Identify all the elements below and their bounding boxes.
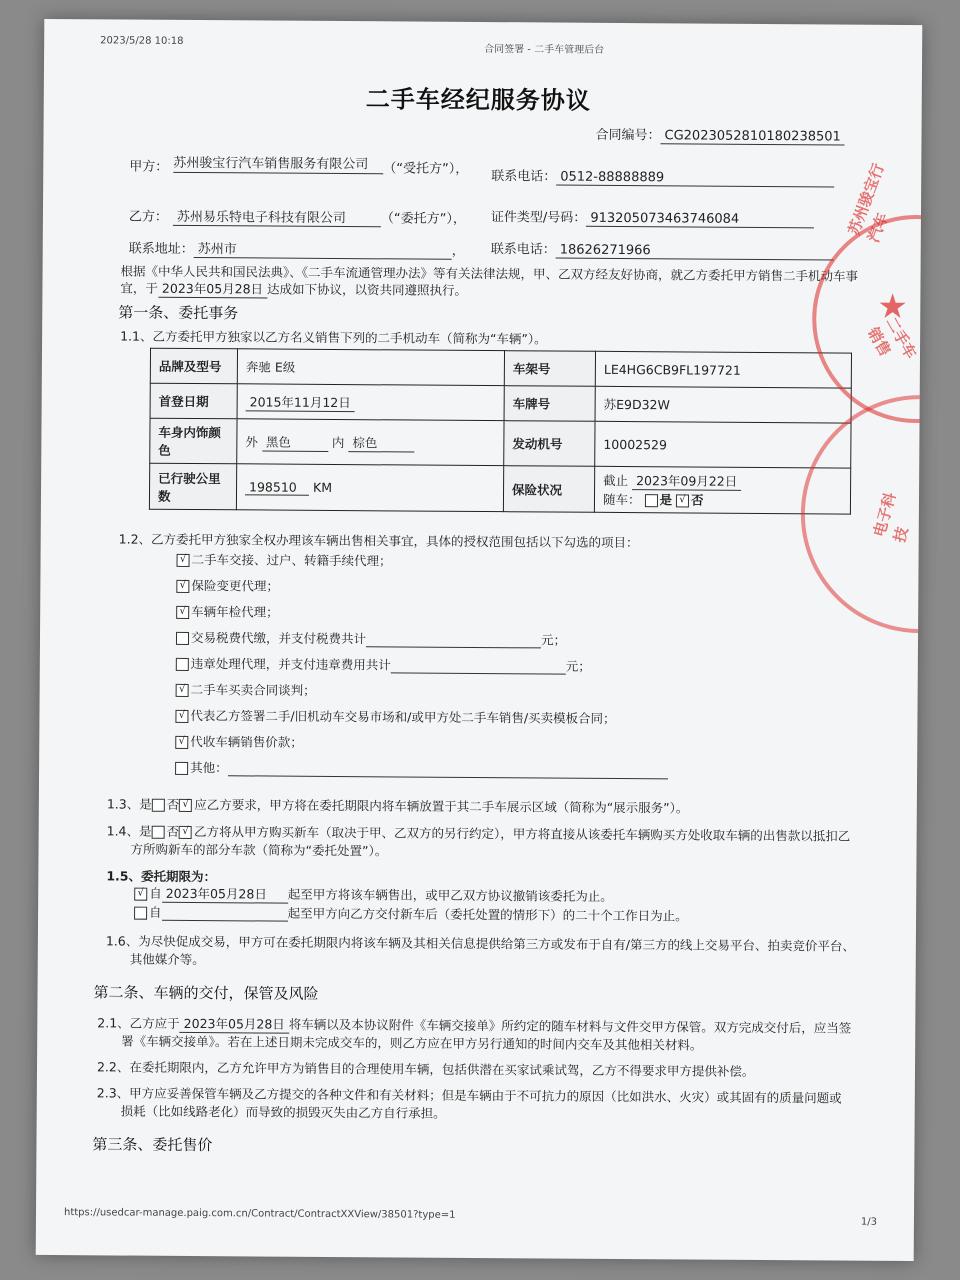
c14-no-checkbox[interactable]: √: [179, 826, 192, 839]
vin-value: LE4HG6CB9FL197721: [595, 351, 851, 388]
seal-text: 二手车销售: [863, 313, 920, 362]
party-b-phone: 联系电话： 18626271966: [491, 238, 834, 260]
page-number: 1/3: [860, 1216, 878, 1228]
option-item[interactable]: √ 二手车交接、过户、转籍手续代理；: [176, 550, 391, 570]
table-row: [150, 383, 851, 423]
term-2-checkbox[interactable]: [134, 907, 147, 920]
option-checkbox[interactable]: √: [176, 580, 189, 593]
print-datetime: 2023/5/28 10:18: [100, 35, 184, 47]
clause-1-5-title: 1.5、委托期限为：: [106, 868, 217, 885]
party-b-id: 证件类型/号码： 913205073463746084: [491, 206, 815, 228]
engine-value: 10002529: [595, 421, 851, 468]
clause-1-6-line2: 其他媒介等。: [129, 951, 205, 968]
party-a-label: 甲方：: [129, 159, 169, 175]
option-checkbox[interactable]: √: [175, 710, 188, 723]
option-item[interactable]: √ 代表乙方签署二手/旧机动车交易市场和/或甲方处二手车销售/买卖模板合同；: [175, 706, 615, 727]
mileage-label: 已行驶公里数: [149, 463, 236, 510]
clause-2-1-line2: 署《车辆交接单》。若在上述日期未完成交车的，则乙方应在甲方另行通知的时间内交车及其他相关材料。: [121, 1033, 703, 1053]
option-checkbox[interactable]: √: [177, 554, 190, 567]
party-b-label: 乙方：: [128, 209, 169, 225]
option-checkbox[interactable]: [175, 762, 188, 775]
c13-no-checkbox[interactable]: √: [179, 799, 192, 812]
term-option-1: √ 自 2023年05月28日 起至甲方将该车辆售出，或甲乙双方协议撤销该委托为止。: [134, 884, 613, 906]
clause-1-3: 1.3、是 否 √ 应乙方要求，甲方将在委托期限内将车辆放置于其二手车展示区域（简称为“展示服务”）。: [106, 796, 689, 816]
clause-1-4-line2: 方所购新车的部分车款（简称为“委托处置”）。: [130, 841, 388, 859]
option-checkbox[interactable]: √: [176, 684, 189, 697]
option-item[interactable]: √ 保险变更代理；: [176, 576, 279, 595]
article-3-heading: 第三条、委托售价: [92, 1135, 213, 1155]
option-item[interactable]: √ 代收车辆销售价款；: [175, 732, 303, 751]
document-title: 二手车经纪服务协议: [365, 85, 591, 115]
mileage-value: 198510 KM: [236, 464, 503, 512]
preamble-line2: 宜，于 2023年05月28日 达成如下协议，以资共同遵照执行。: [120, 280, 468, 298]
option-checkbox[interactable]: [176, 632, 189, 645]
contract-page: [36, 19, 923, 1261]
table-row: [149, 463, 850, 514]
plate-label: 车牌号: [504, 386, 595, 422]
clause-2-2: 2.2、在委托期限内，乙方允许甲方为销售目的合理使用车辆，包括供潜在买家试乘试驾，乙方不得要求甲方提供补偿。: [96, 1059, 755, 1079]
option-checkbox[interactable]: [176, 658, 189, 671]
brand-label: 品牌及型号: [150, 348, 237, 384]
clause-2-1: 2.1、乙方应于 2023年05月28日 将车辆以及本协议附件《车辆交接单》所约定的随车材料与文件交甲方保管。双方完成交付后，应当签: [97, 1015, 852, 1036]
clause-1-6: 1.6、为尽快促成交易，甲方可在委托期限内将该车辆及其相关信息提供给第三方或发布于自有/第三方的线上交易平台、拍卖竞价平台、: [105, 933, 856, 954]
clause-1-2: 1.2、乙方委托甲方独家全权办理该车辆出售相关事宜，具体的授权范围包括以下勾选的项目：: [118, 531, 639, 551]
article-1-heading: 第一条、委托事务: [118, 303, 239, 323]
clause-1-1: 1.1、乙方委托甲方独家以乙方名义销售下列的二手机动车（简称为“车辆”）。: [120, 328, 547, 347]
insurance-label: 保险状况: [503, 466, 594, 513]
reg-date-label: 首登日期: [150, 383, 237, 419]
option-item[interactable]: √ 二手车买卖合同谈判；: [176, 680, 316, 699]
plate-value: 苏E9D32W: [595, 386, 851, 423]
clause-2-3-line2: 损耗（比如线路老化）而导致的损毁灭失由乙方自行承担。: [120, 1103, 446, 1121]
preamble-line1: 根据《中华人民共和国民法典》、《二手车流通管理办法》等有关法律法规，甲、乙双方经友好协商，就乙方委托甲方销售二手机动车事: [120, 263, 859, 284]
seal-text: 苏州骏宝行汽车: [844, 160, 892, 245]
c14-yes-checkbox[interactable]: [151, 826, 164, 839]
article-2-heading: 第二条、车辆的交付，保管及风险: [93, 983, 319, 1003]
party-b-name: 苏州易乐特电子科技有限公司 （“委托方”），: [173, 206, 466, 228]
reg-date-value: 2015年11月12日: [237, 384, 504, 421]
engine-label: 发动机号: [504, 421, 595, 467]
seal-text: 电子科技: [870, 490, 912, 545]
party-b-address: 联系地址： 苏州市 ，: [129, 238, 465, 260]
option-item[interactable]: 其他：: [175, 758, 668, 779]
option-checkbox[interactable]: √: [175, 736, 188, 749]
option-item[interactable]: 违章处理代理，并支付违章费用共计 元；: [176, 654, 591, 675]
clause-2-3: 2.3、甲方应妥善保管车辆及乙方提交的各种文件和有关材料；但是车辆由于不可抗力的原因（比如洪水、火灾）或其固有的质量问题或: [96, 1085, 842, 1106]
color-value: 外 黑色 内 棕色: [237, 419, 504, 466]
party-a-name: 苏州骏宝行汽车销售服务有限公司: [173, 156, 383, 174]
contract-number: 合同编号： CG2023052810180238501: [595, 124, 844, 146]
option-item[interactable]: √ 车辆年检代理；: [176, 602, 279, 621]
insurance-yes-checkbox[interactable]: [644, 494, 657, 507]
option-checkbox[interactable]: √: [176, 606, 189, 619]
term-option-2: 自 起至甲方向乙方交付新车后（委托处置的情形下）的二十个工作日为止。: [134, 903, 688, 925]
vehicle-info-table: [149, 348, 852, 515]
term-1-checkbox[interactable]: √: [134, 888, 147, 901]
table-row: [150, 348, 851, 388]
vin-label: 车架号: [504, 351, 595, 387]
insurance-no-checkbox[interactable]: √: [676, 494, 689, 507]
party-a-phone: 联系电话： 0512-88888889: [491, 165, 834, 187]
insurance-value: 截止 2023年09月22日 随车： 是 √ 否: [594, 466, 850, 514]
footer-url: https://usedcar-manage.paig.com.cn/Contract/ContractXXView/38501?type=1: [63, 1207, 456, 1221]
print-app-title: 合同签署 - 二手车管理后台: [484, 44, 605, 56]
color-label: 车身内饰颜色: [150, 418, 237, 464]
clause-1-4: 1.4、是 否 √ 乙方将从甲方购买新车（取决于甲、乙双方的另行约定），甲方将直接从该委托车辆购买方处收取车辆的出售款以抵扣乙: [106, 823, 851, 844]
brand-value: 奔驰 E级: [237, 349, 504, 386]
c13-yes-checkbox[interactable]: [152, 799, 165, 812]
table-row: [150, 418, 851, 468]
party-a-role: （“受托方”），: [383, 161, 469, 177]
seal-star-icon: ★: [877, 286, 908, 327]
option-item[interactable]: 交易税费代缴，并支付税费共计 元；: [176, 628, 566, 649]
